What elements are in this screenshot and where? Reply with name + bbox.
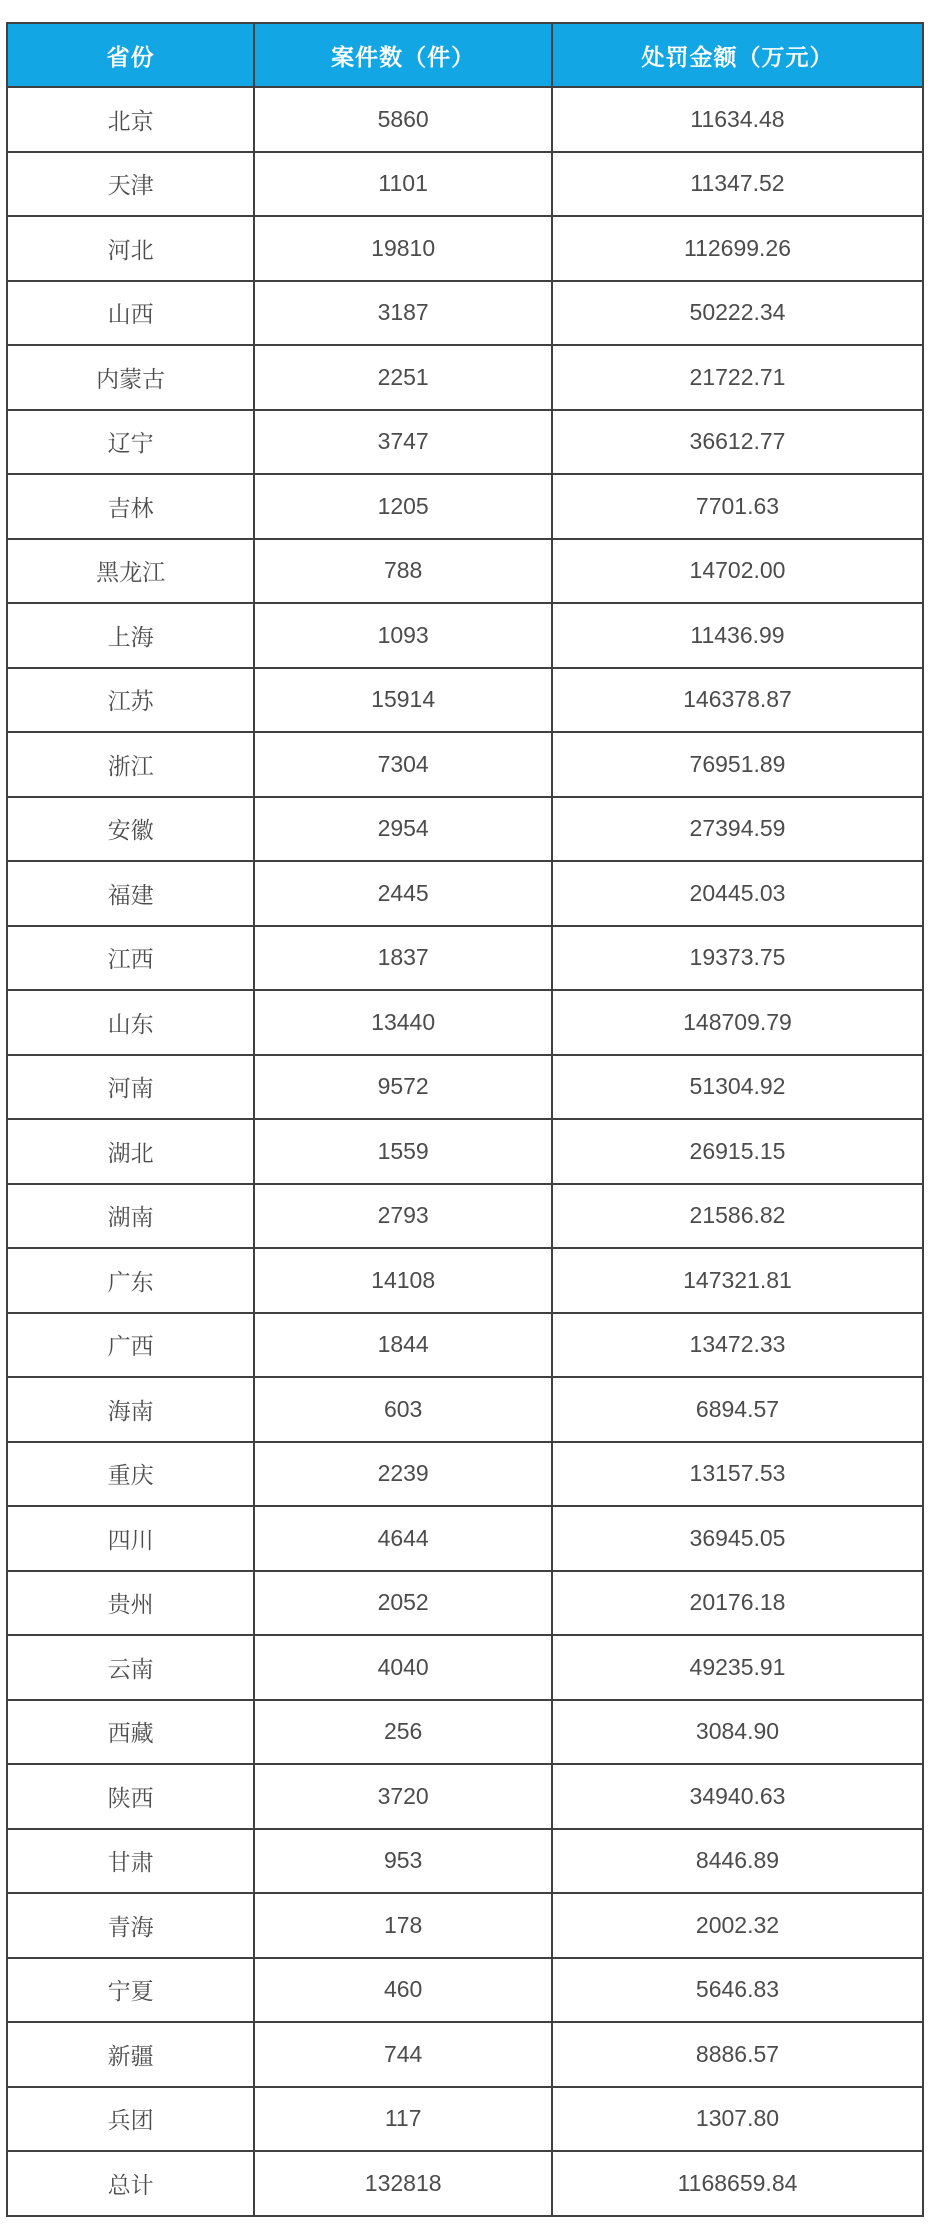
cell-cases: 1205 [254,474,552,539]
cell-province: 北京 [7,87,254,152]
cell-province: 吉林 [7,474,254,539]
cell-cases: 953 [254,1829,552,1894]
cell-amount: 13472.33 [552,1313,923,1378]
table-row [7,281,923,346]
table-row [7,345,923,410]
cell-province: 天津 [7,152,254,217]
cell-amount: 8886.57 [552,2022,923,2087]
cell-cases: 4644 [254,1506,552,1571]
cell-province: 贵州 [7,1571,254,1636]
cell-amount: 8446.89 [552,1829,923,1894]
table-row [7,87,923,152]
cell-province: 兵团 [7,2087,254,2152]
cell-amount: 112699.26 [552,216,923,281]
cell-amount: 26915.15 [552,1119,923,1184]
cell-province: 上海 [7,603,254,668]
cell-cases: 15914 [254,668,552,733]
cell-amount: 148709.79 [552,990,923,1055]
cell-cases: 117 [254,2087,552,2152]
cell-province: 内蒙古 [7,345,254,410]
cell-province: 山东 [7,990,254,1055]
table-row [7,539,923,604]
cell-province: 安徽 [7,797,254,862]
cell-amount: 34940.63 [552,1764,923,1829]
table-row [7,926,923,991]
table-row [7,2022,923,2087]
table-row [7,1184,923,1249]
province-penalty-table [6,22,924,2217]
column-header-cases: 案件数（件） [254,23,552,87]
cell-amount: 1168659.84 [552,2151,923,2216]
cell-cases: 788 [254,539,552,604]
cell-cases: 744 [254,2022,552,2087]
cell-province: 湖南 [7,1184,254,1249]
cell-amount: 11347.52 [552,152,923,217]
cell-cases: 3720 [254,1764,552,1829]
table-row [7,1764,923,1829]
cell-amount: 27394.59 [552,797,923,862]
cell-province: 宁夏 [7,1958,254,2023]
cell-province: 甘肃 [7,1829,254,1894]
cell-cases: 2793 [254,1184,552,1249]
cell-province: 江苏 [7,668,254,733]
table-row [7,152,923,217]
cell-cases: 1093 [254,603,552,668]
cell-province: 新疆 [7,2022,254,2087]
cell-province: 青海 [7,1893,254,1958]
cell-province: 陕西 [7,1764,254,1829]
cell-amount: 21722.71 [552,345,923,410]
table-row [7,797,923,862]
cell-amount: 51304.92 [552,1055,923,1120]
cell-province: 云南 [7,1635,254,1700]
cell-cases: 3747 [254,410,552,475]
cell-province: 河南 [7,1055,254,1120]
cell-cases: 603 [254,1377,552,1442]
column-header-amount: 处罚金额（万元） [552,23,923,87]
cell-amount: 11436.99 [552,603,923,668]
table-row [7,1248,923,1313]
cell-cases: 5860 [254,87,552,152]
table-row [7,1119,923,1184]
cell-province: 总计 [7,2151,254,2216]
cell-amount: 19373.75 [552,926,923,991]
table-row [7,1377,923,1442]
cell-province: 海南 [7,1377,254,1442]
cell-cases: 2251 [254,345,552,410]
table-row [7,1635,923,1700]
table-row [7,216,923,281]
table-row [7,410,923,475]
cell-cases: 460 [254,1958,552,2023]
table-row [7,1571,923,1636]
cell-cases: 2052 [254,1571,552,1636]
cell-amount: 6894.57 [552,1377,923,1442]
table-row [7,603,923,668]
column-header-province: 省份 [7,23,254,87]
table-row [7,990,923,1055]
cell-amount: 21586.82 [552,1184,923,1249]
cell-amount: 1307.80 [552,2087,923,2152]
cell-cases: 2445 [254,861,552,926]
cell-cases: 1559 [254,1119,552,1184]
cell-amount: 146378.87 [552,668,923,733]
cell-amount: 7701.63 [552,474,923,539]
cell-province: 辽宁 [7,410,254,475]
cell-cases: 132818 [254,2151,552,2216]
table-row [7,1442,923,1507]
cell-amount: 14702.00 [552,539,923,604]
cell-amount: 13157.53 [552,1442,923,1507]
total-row [7,2151,923,2216]
cell-amount: 36945.05 [552,1506,923,1571]
cell-cases: 9572 [254,1055,552,1120]
cell-province: 四川 [7,1506,254,1571]
cell-cases: 14108 [254,1248,552,1313]
table-row [7,1055,923,1120]
cell-province: 山西 [7,281,254,346]
cell-cases: 1837 [254,926,552,991]
table-row [7,1700,923,1765]
cell-province: 广西 [7,1313,254,1378]
table-row [7,732,923,797]
cell-amount: 49235.91 [552,1635,923,1700]
penalty-table-container [6,22,924,2217]
cell-province: 重庆 [7,1442,254,1507]
table-row [7,2087,923,2152]
cell-amount: 76951.89 [552,732,923,797]
cell-amount: 36612.77 [552,410,923,475]
cell-province: 浙江 [7,732,254,797]
table-row [7,1313,923,1378]
table-row [7,861,923,926]
cell-cases: 256 [254,1700,552,1765]
cell-amount: 147321.81 [552,1248,923,1313]
table-body [7,87,923,2216]
table-row [7,1829,923,1894]
cell-province: 福建 [7,861,254,926]
cell-amount: 20176.18 [552,1571,923,1636]
table-row [7,1893,923,1958]
table-header-row [7,23,923,87]
cell-province: 西藏 [7,1700,254,1765]
table-row [7,1958,923,2023]
cell-cases: 19810 [254,216,552,281]
table-row [7,474,923,539]
cell-cases: 1844 [254,1313,552,1378]
cell-amount: 5646.83 [552,1958,923,2023]
cell-cases: 7304 [254,732,552,797]
table-row [7,668,923,733]
cell-cases: 2239 [254,1442,552,1507]
cell-amount: 11634.48 [552,87,923,152]
cell-amount: 20445.03 [552,861,923,926]
cell-cases: 2954 [254,797,552,862]
cell-cases: 1101 [254,152,552,217]
cell-province: 黑龙江 [7,539,254,604]
cell-cases: 178 [254,1893,552,1958]
cell-amount: 50222.34 [552,281,923,346]
cell-cases: 3187 [254,281,552,346]
cell-province: 湖北 [7,1119,254,1184]
cell-province: 广东 [7,1248,254,1313]
cell-province: 江西 [7,926,254,991]
cell-province: 河北 [7,216,254,281]
cell-amount: 2002.32 [552,1893,923,1958]
table-row [7,1506,923,1571]
cell-cases: 4040 [254,1635,552,1700]
cell-cases: 13440 [254,990,552,1055]
cell-amount: 3084.90 [552,1700,923,1765]
